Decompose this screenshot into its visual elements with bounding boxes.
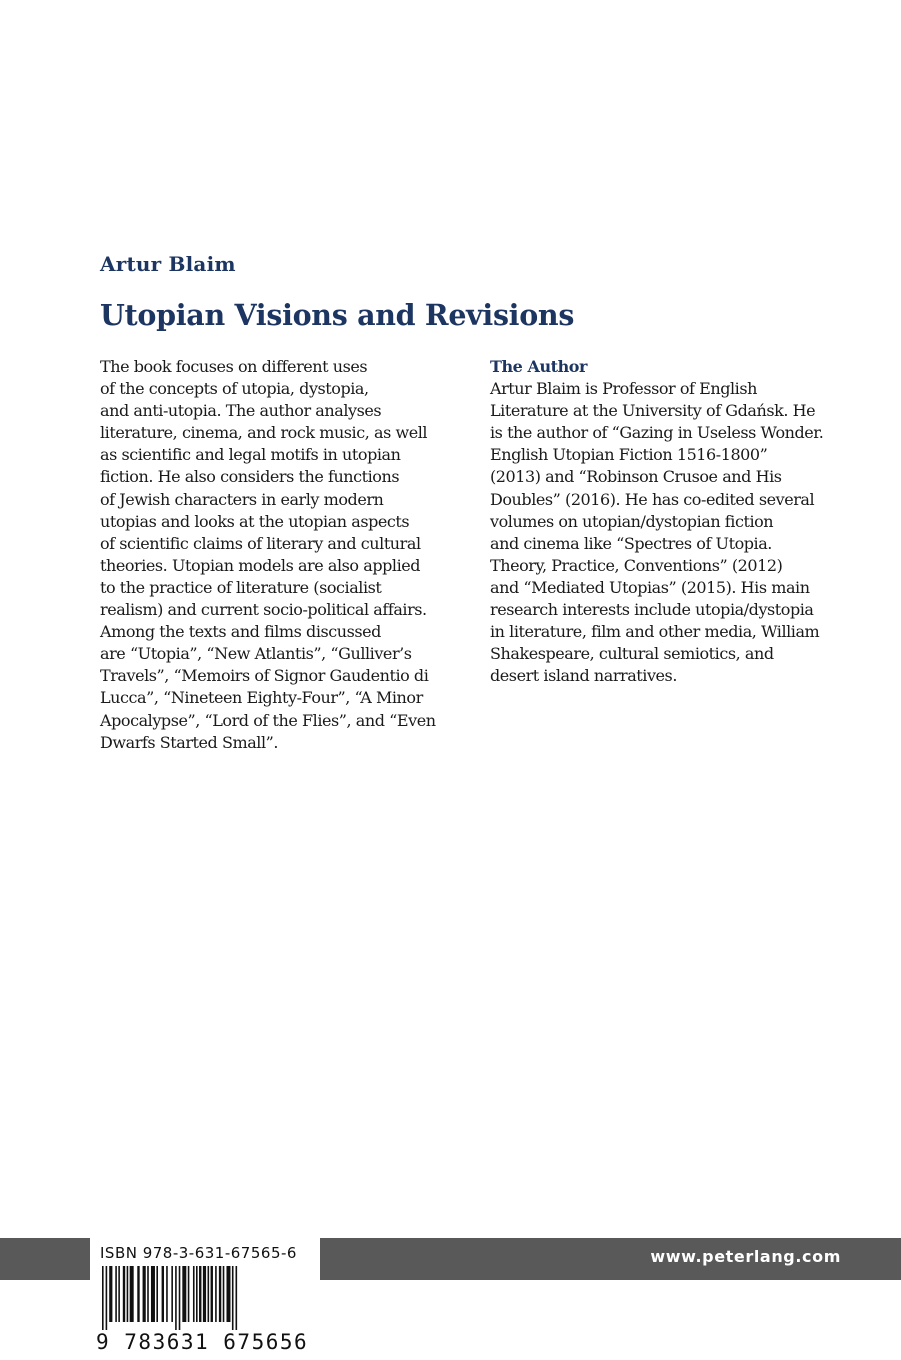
description-line: to the practice of literature (socialist bbox=[100, 577, 382, 597]
barcode-bar bbox=[188, 1266, 190, 1322]
about-author-line: and cinema like “Spectres of Utopia. bbox=[490, 533, 772, 553]
description-line: of Jewish characters in early modern bbox=[100, 489, 384, 509]
about-author-line: Doubles” (2016). He has co-edited several bbox=[490, 489, 815, 509]
description-line: Lucca”, “Nineteen Eighty-Four”, “A Minor bbox=[100, 688, 423, 708]
barcode-bar bbox=[166, 1266, 168, 1322]
barcode-guard-bar bbox=[175, 1266, 177, 1330]
about-author-line: (2013) and “Robinson Crusoe and His bbox=[490, 467, 782, 487]
barcode-guard-bar bbox=[106, 1266, 108, 1330]
about-author-line: Shakespeare, cultural semiotics, and bbox=[490, 644, 774, 664]
barcode-bar bbox=[219, 1266, 221, 1322]
author-name: Artur Blaim bbox=[100, 252, 236, 276]
barcode-guard-bar bbox=[236, 1266, 238, 1330]
barcode-bar bbox=[130, 1266, 134, 1322]
barcode-bar bbox=[137, 1266, 139, 1322]
description-line: of scientific claims of literary and cultural bbox=[100, 533, 421, 553]
description-line: Dwarfs Started Small”. bbox=[100, 732, 279, 752]
description-line: Among the texts and films discussed bbox=[100, 622, 381, 642]
about-author-line: Artur Blaim is Professor of English bbox=[490, 379, 757, 399]
barcode-bar bbox=[215, 1266, 217, 1322]
description-line: are “Utopia”, “New Atlantis”, “Gulliver’s bbox=[100, 644, 412, 664]
barcode-bar bbox=[226, 1266, 230, 1322]
about-author-line: is the author of “Gazing in Useless Wonder. bbox=[490, 423, 824, 443]
about-author-line: Theory, Practice, Conventions” (2012) bbox=[490, 555, 783, 575]
about-author-line: research interests include utopia/dystopia bbox=[490, 600, 814, 620]
barcode-bar bbox=[147, 1266, 149, 1322]
description-line: The book focuses on different uses bbox=[100, 357, 368, 376]
barcode-bar bbox=[115, 1266, 117, 1322]
barcode-bar bbox=[211, 1266, 213, 1322]
barcode-guard-bar bbox=[102, 1266, 104, 1330]
barcode-bar bbox=[199, 1266, 201, 1322]
barcode-guard-bar bbox=[179, 1266, 181, 1330]
description-line: literature, cinema, and rock music, as well bbox=[100, 423, 428, 443]
about-author-line: and “Mediated Utopias” (2015). His main bbox=[490, 577, 810, 597]
description-line: theories. Utopian models are also applied bbox=[100, 555, 421, 575]
barcode-icon bbox=[98, 1266, 310, 1330]
barcode-bar bbox=[208, 1266, 210, 1322]
barcode-bar bbox=[123, 1266, 125, 1322]
barcode-bar bbox=[109, 1266, 112, 1322]
description-line: Apocalypse”, “Lord of the Flies”, and “Even bbox=[100, 710, 436, 730]
about-author-line: desert island narratives. bbox=[490, 666, 677, 686]
book-description bbox=[100, 356, 472, 754]
barcode-guard-bar bbox=[232, 1266, 234, 1330]
description-line: as scientific and legal motifs in utopian bbox=[100, 445, 401, 465]
about-author-line: in literature, film and other media, William bbox=[490, 622, 820, 642]
description-line: of the concepts of utopia, dystopia, bbox=[100, 379, 369, 399]
description-line: Travels”, “Memoirs of Signor Gaudentio di bbox=[100, 666, 429, 686]
publisher-website[interactable]: www.peterlang.com bbox=[650, 1247, 841, 1266]
book-title: Utopian Visions and Revisions bbox=[100, 298, 575, 332]
barcode-bar bbox=[203, 1266, 206, 1322]
barcode-bar bbox=[156, 1266, 158, 1322]
barcode-bar bbox=[223, 1266, 225, 1322]
barcode-bar bbox=[193, 1266, 195, 1322]
barcode-bar bbox=[143, 1266, 146, 1322]
barcode-bar bbox=[196, 1266, 198, 1322]
about-author-line: English Utopian Fiction 1516-1800” bbox=[490, 445, 768, 465]
barcode-bar bbox=[127, 1266, 129, 1322]
barcode-bar bbox=[171, 1266, 173, 1322]
description-line: fiction. He also considers the functions bbox=[100, 467, 400, 487]
about-author-line: volumes on utopian/dystopian fiction bbox=[490, 511, 774, 531]
about-author bbox=[490, 356, 870, 687]
barcode-bar bbox=[118, 1266, 120, 1322]
description-line: realism) and current socio-political affairs. bbox=[100, 600, 427, 620]
barcode-bar bbox=[162, 1266, 164, 1322]
description-line: and anti-utopia. The author analyses bbox=[100, 401, 382, 421]
barcode-bar bbox=[151, 1266, 155, 1322]
about-author-line: Literature at the University of Gdańsk. He bbox=[490, 401, 816, 421]
barcode-bar bbox=[182, 1266, 186, 1322]
isbn-label: ISBN 978-3-631-67565-6 bbox=[100, 1244, 297, 1262]
barcode-digits: 9 783631 675656 bbox=[96, 1330, 309, 1354]
description-line: utopias and looks at the utopian aspects bbox=[100, 511, 410, 531]
about-author-heading: The Author bbox=[490, 357, 587, 376]
